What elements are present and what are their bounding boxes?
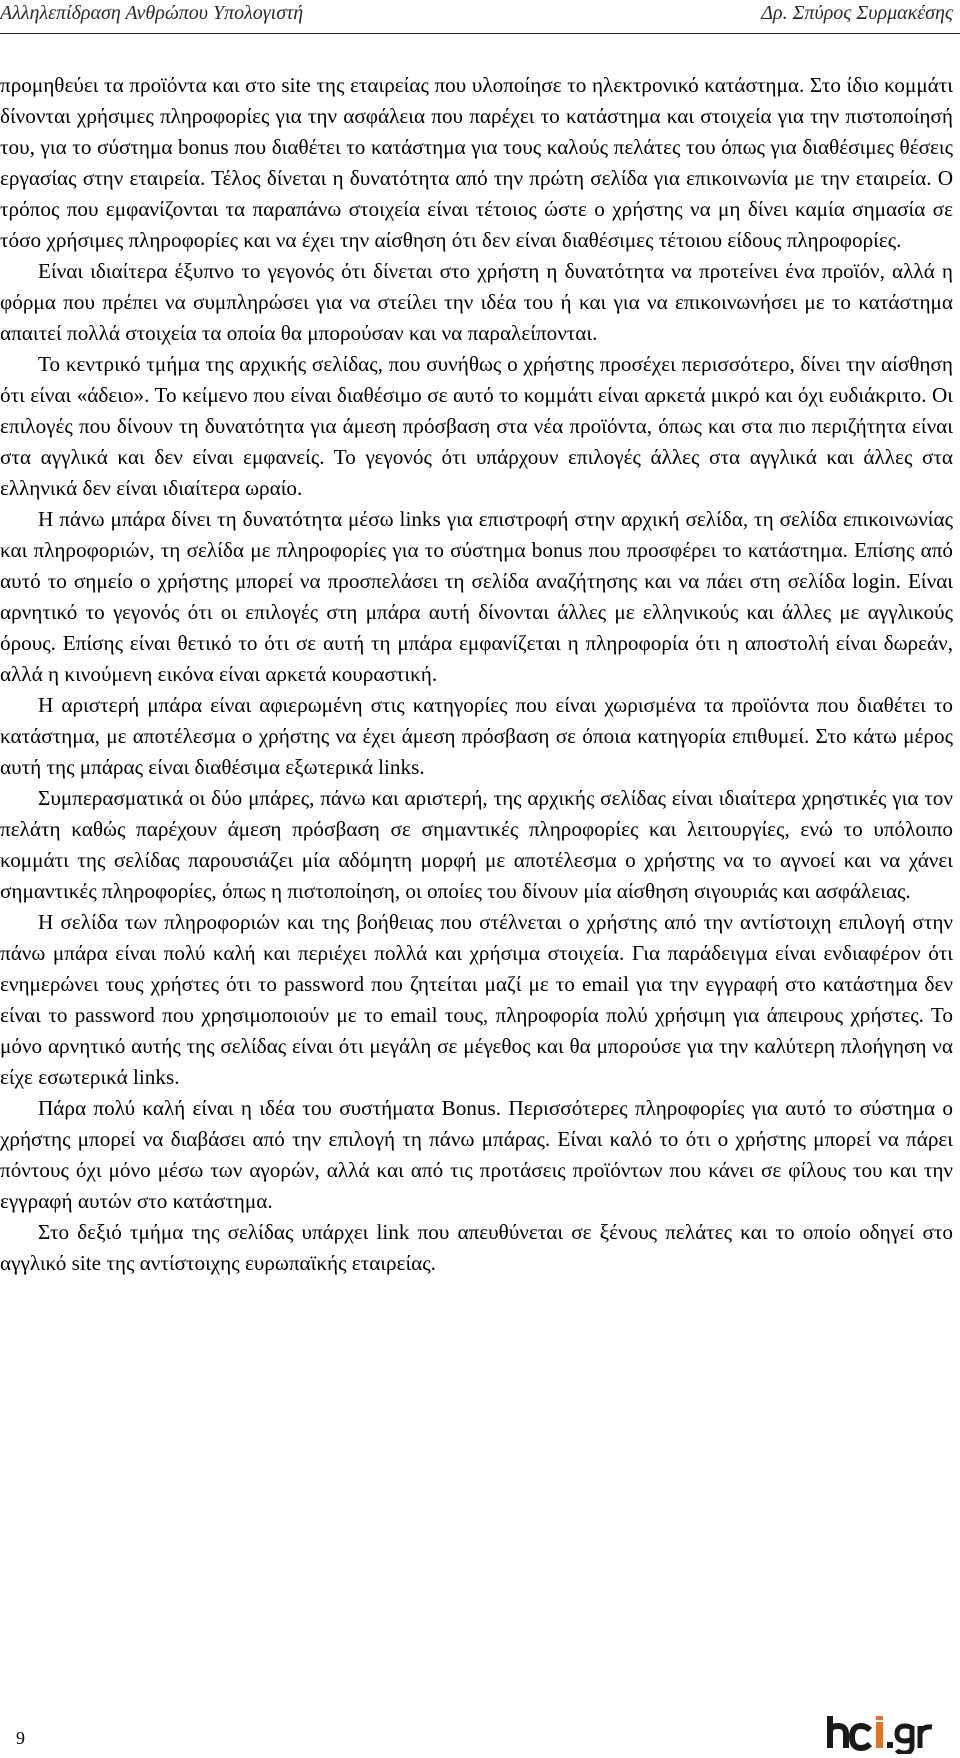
page-number: 9	[16, 1728, 25, 1748]
header-rule	[0, 33, 960, 34]
paragraph: προμηθεύει τα προϊόντα και στο site της εταιρείας που υλοποίησε το ηλεκτρονικό κατάστημα. Στο ίδιο κομμάτι δίνονται χρήσιμες πληροφορίες για την ασφάλεια που παρέχει το κατάστημα και στοιχεία για την πιστοποίησή του, για το σύστημα bonus που διαθέτει το κατάστημα για τους καλούς πελάτες του όπως για διαθέσιμες θέσεις εργασίας στην εταιρεία. Τέλος δίνεται η δυνατότητα από την πρώτη σελίδα για επικοινωνία με την εταιρεία. Ο τρόπος που εμφανίζονται τα παραπάνω στοιχεία είναι τέτοιος ώστε ο χρήστης να μη δίνει καμία σημασία σε τόσο χρήσιμες πληροφορίες και να έχει την αίσθηση ότι δεν είναι διαθέσιμες τέτοιου είδους πληροφορίες.	[0, 73, 953, 252]
paragraph: Η αριστερή μπάρα είναι αφιερωμένη στις κατηγορίες που είναι χωρισμένα τα προϊόντα που διαθέτει το κατάστημα, με αποτέλεσμα ο χρήστης να έχει άμεση πρόσβαση σε όποια κατηγορία επιθυμεί. Στο κάτω μέρος αυτή της μπάρας είναι διαθέσιμα εξωτερικά links.	[0, 693, 953, 779]
document-body	[0, 70, 953, 1279]
paragraph: Στο δεξιό τμήμα της σελίδας υπάρχει link που απευθύνεται σε ξένους πελάτες και το οποίο οδηγεί στο αγγλικό site της αντίστοιχης ευρωπαϊκής εταιρείας.	[0, 1220, 953, 1275]
paragraph: Το κεντρικό τμήμα της αρχικής σελίδας, που συνήθως ο χρήστης προσέχει περισσότερο, δίνει την αίσθηση ότι είναι «άδειο». Το κείμενο που είναι διαθέσιμο σε αυτό το κομμάτι είναι αρκετά μικρό και όχι ευδιάκριτο. Οι επιλογές που δίνουν τη δυνατότητα για άμεση πρόσβαση στα νέα προϊόντα, όπως και στα πιο περιζήτητα είναι στα αγγλικά και δεν είναι εμφανείς. Το γεγονός ότι υπάρχουν επιλογές άλλες στα αγγλικά και άλλες στα ελληνικά δεν είναι ιδιαίτερα ωραίο.	[0, 352, 953, 500]
header-author: Δρ. Σπύρος Συρμακέσης	[761, 2, 953, 24]
hci-logo	[826, 1710, 936, 1754]
paragraph: Είναι ιδιαίτερα έξυπνο το γεγονός ότι δίνεται στο χρήστη η δυνατότητα να προτείνει ένα προϊόν, αλλά η φόρμα που πρέπει να συμπληρώσει για να στείλει την ιδέα του ή και για να επικοινωνήσει με το κατάστημα απαιτεί πολλά στοιχεία τα οποία θα μπορούσαν και να παραλείπονται.	[0, 259, 953, 345]
paragraph: Η πάνω μπάρα δίνει τη δυνατότητα μέσω links για επιστροφή στην αρχική σελίδα, τη σελίδα επικοινωνίας και πληροφοριών, τη σελίδα με πληροφορίες για το σύστημα bonus που προσφέρει το κατάστημα. Επίσης από αυτό το σημείο ο χρήστης μπορεί να προσπελάσει τη σελίδα αναζήτησης και να πάει στη σελίδα login. Είναι αρνητικό το γεγονός ότι οι επιλογές στη μπάρα αυτή δίνονται άλλες με ελληνικούς και άλλες με αγγλικούς όρους. Επίσης είναι θετικό το ότι σε αυτή τη μπάρα εμφανίζεται η πληροφορία ότι η αποστολή είναι δωρεάν, αλλά η κινούμενη εικόνα είναι αρκετά κουραστική.	[0, 507, 953, 686]
header-course-title: Αλληλεπίδραση Ανθρώπου Υπολογιστή	[0, 2, 304, 24]
paragraph: Συμπερασματικά οι δύο μπάρες, πάνω και αριστερή, της αρχικής σελίδας είναι ιδιαίτερα χρηστικές για τον πελάτη καθώς παρέχουν άμεση πρόσβαση σε σημαντικές πληροφορίες και λειτουργίες, ενώ το υπόλοιπο κομμάτι της σελίδας παρουσιάζει μία αδόμητη μορφή με αποτέλεσμα ο χρήστης να το αγνοεί και να χάνει σημαντικές πληροφορίες, όπως η πιστοποίηση, οι οποίες του δίνουν μία αίσθηση σιγουριάς και ασφάλειας.	[0, 786, 953, 903]
paragraph: Η σελίδα των πληροφοριών και της βοήθειας που στέλνεται ο χρήστης από την αντίστοιχη επιλογή στην πάνω μπάρα είναι πολύ καλή και περιέχει πολλά και χρήσιμα στοιχεία. Για παράδειγμα είναι ενδιαφέρον ότι ενημερώνει τους χρήστες ότι το password που ζητείται μαζί με το email για την εγγραφή στο κατάστημα δεν είναι το password που χρησιμοποιούν με το email τους, πληροφορία πολύ χρήσιμη για άπειρους χρήστες. Το μόνο αρνητικό αυτής της σελίδας είναι ότι μεγάλη σε μέγεθος και θα μπορούσε για την καλύτερη πλοήγηση να είχε εσωτερικά links.	[0, 910, 953, 1089]
paragraph: Πάρα πολύ καλή είναι η ιδέα του συστήματα Bonus. Περισσότερες πληροφορίες για αυτό το σύστημα ο χρήστης μπορεί να διαβάσει από την επιλογή τη πάνω μπάρας. Είναι καλό το ότι ο χρήστης μπορεί να πάρει πόντους όχι μόνο μέσω των αγορών, αλλά και από τις προτάσεις προϊόντων που κάνει σε φίλους του και την εγγραφή αυτών στο κατάστημα.	[0, 1096, 953, 1213]
page-header	[0, 0, 960, 36]
